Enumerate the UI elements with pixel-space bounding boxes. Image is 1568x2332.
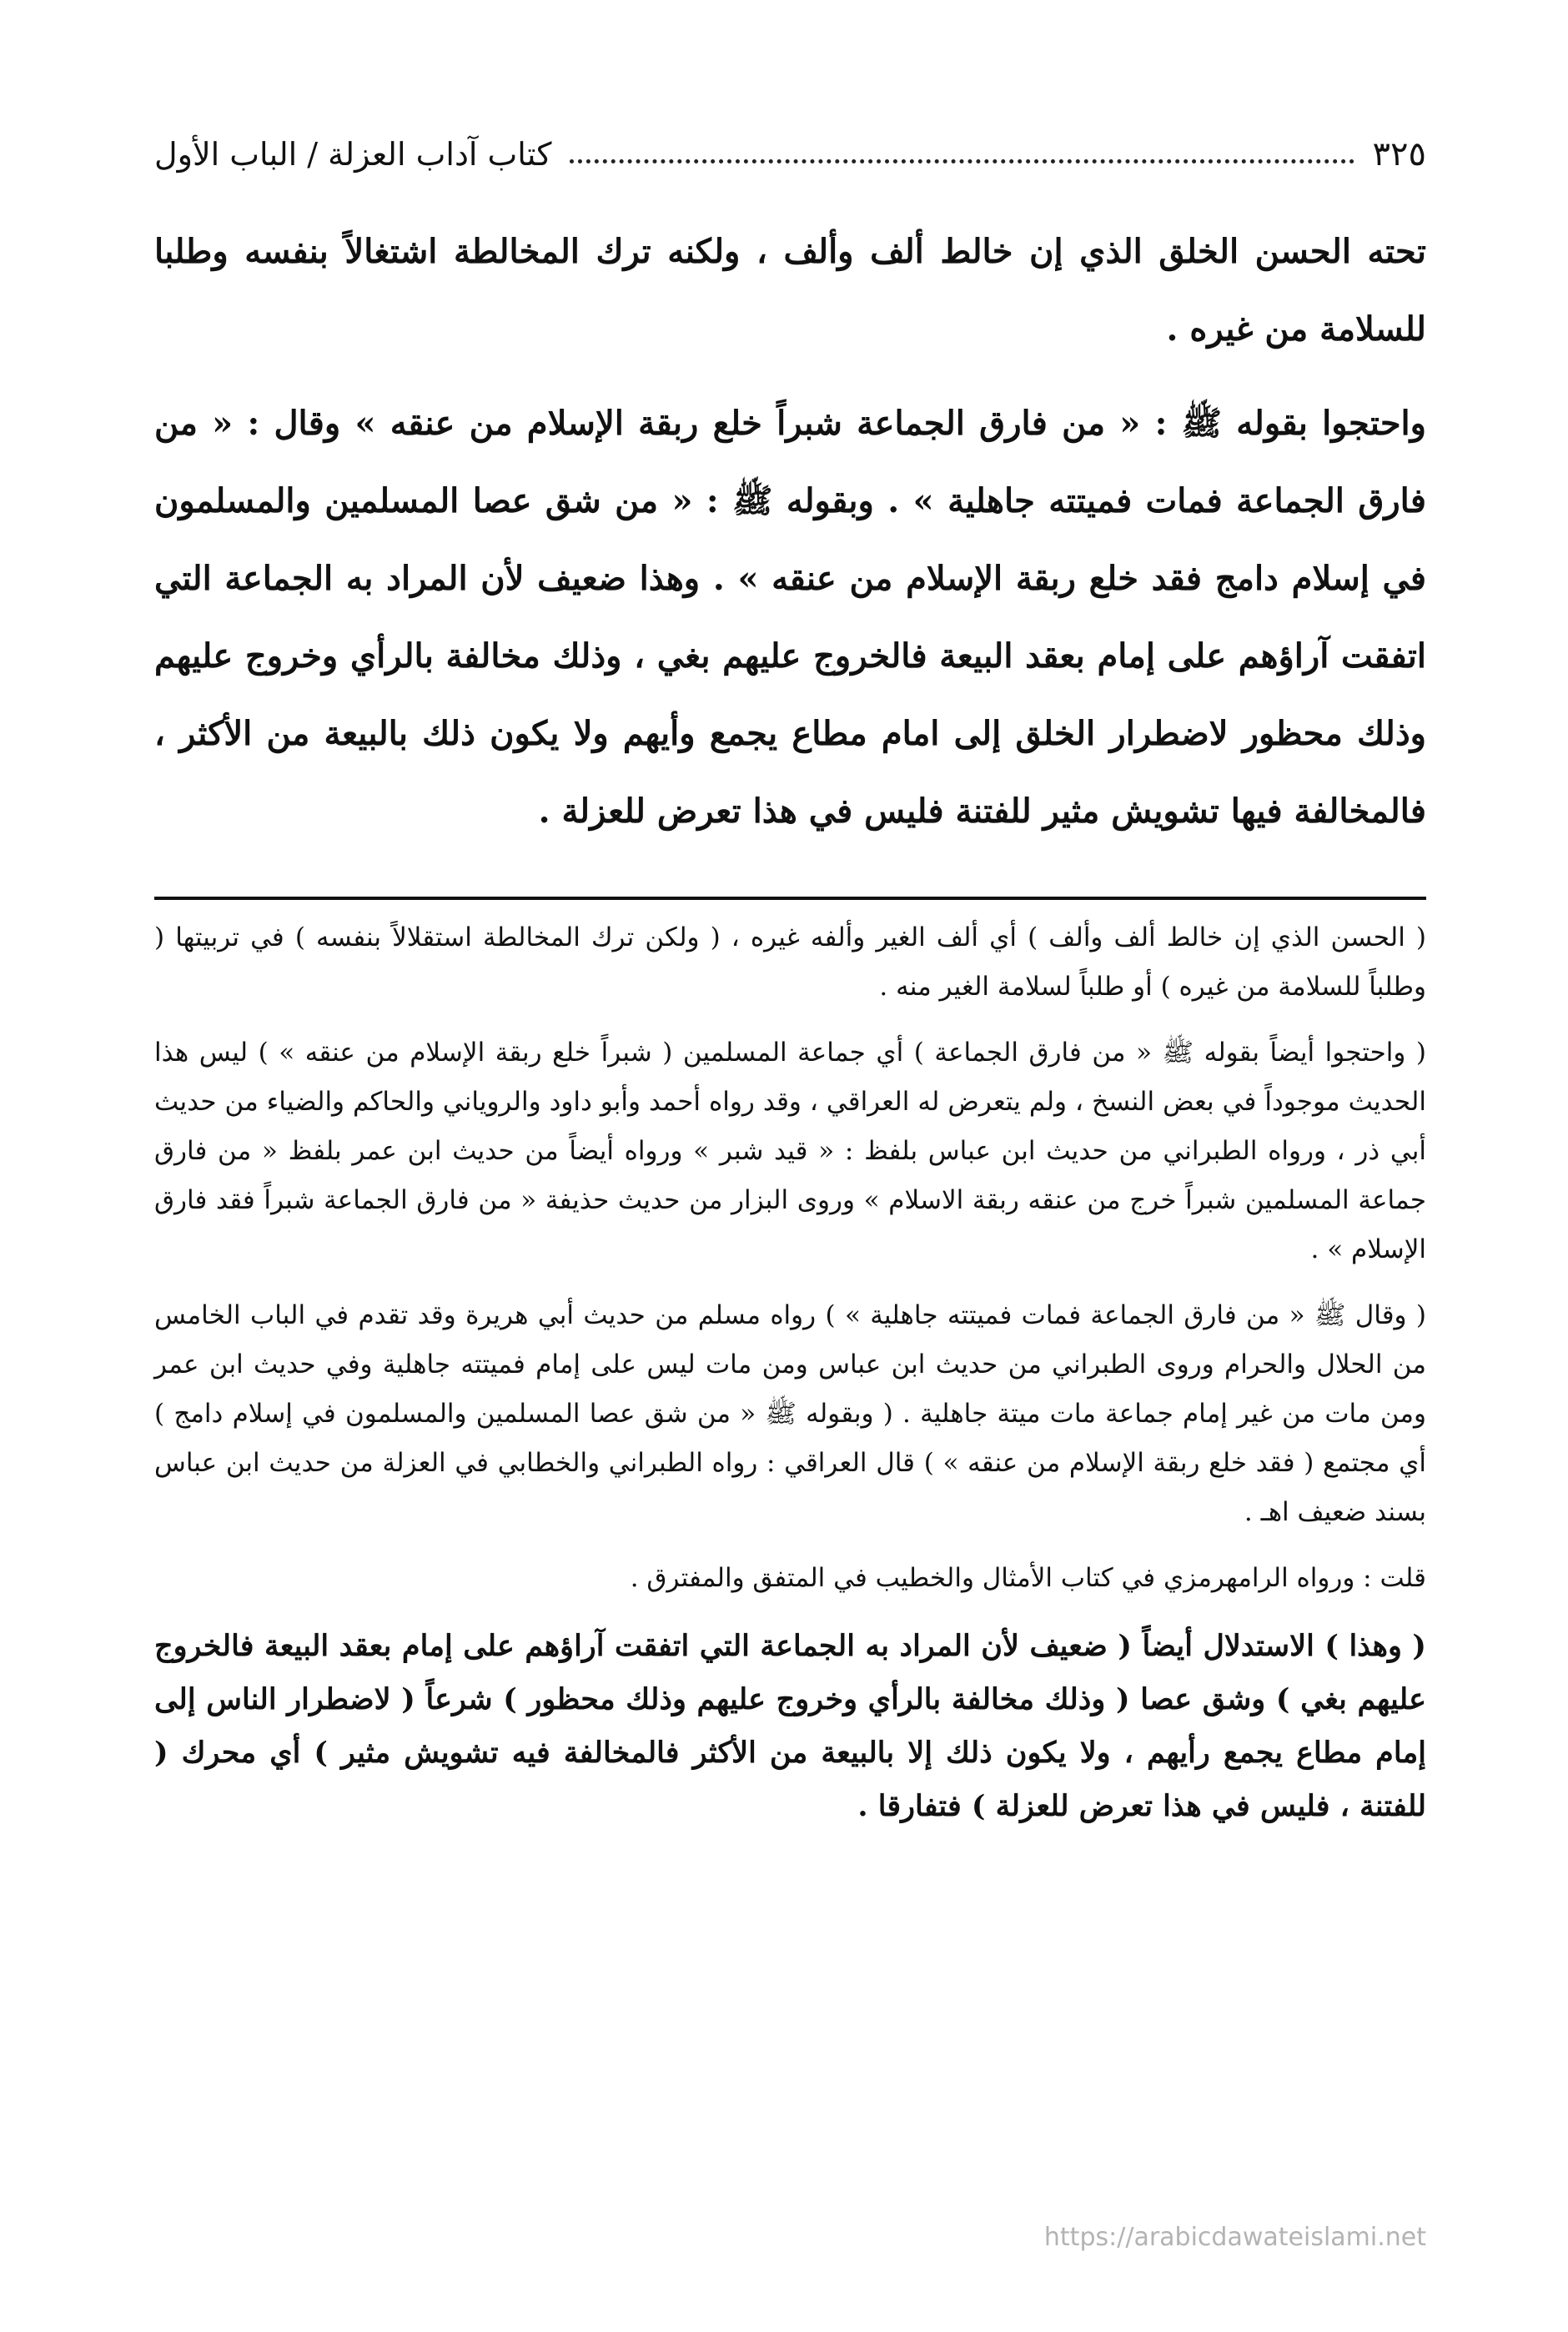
running-title: كتاب آداب العزلة / الباب الأول [154, 136, 552, 173]
source-watermark: https://arabicdawateislami.net [1043, 2223, 1426, 2252]
commentary-section [154, 913, 1426, 1850]
commentary-paragraph-5: ( وهذا ) الاستدلال أيضاً ( ضعيف لأن المراد به الجماعة التي اتفقت آراؤهم على إمام بعقد البيعة فالخروج عليهم بغي ) وشق عصا ( وذلك مخالفة بالرأي وخروج عليهم وذلك محظور ) شرعاً ( لاضطرار الناس إلى إمام مطاع يجمع رأيهم ، ولا يكون ذلك إلا بالبيعة من الأكثر فالمخالفة فيه تشويش مثير ) أي محرك ( للفتنة ، فليس في هذا تعرض للعزلة ) فتفارقا . [154, 1629, 1426, 1823]
separator-rule [154, 897, 1426, 900]
commentary-paragraph-2: ( واحتجوا أيضاً بقوله ﷺ « من فارق الجماعة ) أي جماعة المسلمين ( شبراً خلع ربقة الإسلام من عنقه » ) ليس هذا الحديث موجوداً في بعض النسخ ، ولم يتعرض له العراقي ، وقد رواه أحمد وأبو داود والروياني والحاكم والضياء من حديث أبي ذر ، ورواه الطبراني من حديث ابن عباس بلفظ : « قيد شبر » ورواه أيضاً من حديث ابن عمر بلفظ « من فارق جماعة المسلمين شبراً خرج من عنقه ربقة الاسلام » وروى البزار من حديث حذيفة « من فارق الجماعة شبراً فقد فارق الإسلام » . [154, 1038, 1426, 1264]
page-number: ٣٢٥ [1372, 135, 1426, 173]
commentary-paragraph-4: قلت : ورواه الرامهرمزي في كتاب الأمثال والخطيب في المتفق والمفترق . [630, 1563, 1426, 1593]
header-dotted-leader [570, 159, 1354, 163]
commentary-paragraph-1: ( الحسن الذي إن خالط ألف وألف ) أي ألف الغير وألفه غيره ، ( ولكن ترك المخالطة استقلالاً بنفسه ) في تربيتها ( وطلباً للسلامة من غيره ) أو طلباً لسلامة الغير منه . [154, 922, 1426, 1002]
main-paragraph-2: واحتجوا بقوله ﷺ : « من فارق الجماعة شبراً خلع ربقة الإسلام من عنقه » وقال : « من فارق الجماعة فمات فميتته جاهلية » . وبقوله ﷺ : « من شق عصا المسلمين والمسلمون في إسلام دامج فقد خلع ربقة الإسلام من عنقه » . وهذا ضعيف لأن المراد به الجماعة التي اتفقت آراؤهم على إمام بعقد البيعة فالخروج عليهم بغي ، وذلك مخالفة بالرأي وخروج عليهم وذلك محظور لاضطرار الخلق إلى امام مطاع يجمع وأيهم ولا يكون ذلك بالبيعة من الأكثر ، فالمخالفة فيها تشويش مثير للفتنة فليس في هذا تعرض للعزلة . [154, 404, 1426, 831]
page-header [154, 117, 1426, 192]
commentary-paragraph-3: ( وقال ﷺ « من فارق الجماعة فمات فميتته جاهلية » ) رواه مسلم من حديث أبي هريرة وقد تقدم في الباب الخامس من الحلال والحرام وروى الطبراني من حديث ابن عباس ومن مات ليس على إمام فميتته جاهلية وفي حديث ابن عمر ومن مات من غير إمام جماعة مات ميتة جاهلية . ( وبقوله ﷺ « من شق عصا المسلمين والمسلمون في إسلام دامج ) أي مجتمع ( فقد خلع ربقة الإسلام من عنقه » ) قال العراقي : رواه الطبراني والخطابي في العزلة من حديث ابن عباس بسند ضعيف اهـ . [154, 1300, 1426, 1527]
main-paragraph-1: تحته الحسن الخلق الذي إن خالط ألف وألف ، ولكنه ترك المخالطة اشتغالاً بنفسه وطلبا للسلامة من غيره . [154, 232, 1426, 349]
main-text [154, 213, 1426, 867]
